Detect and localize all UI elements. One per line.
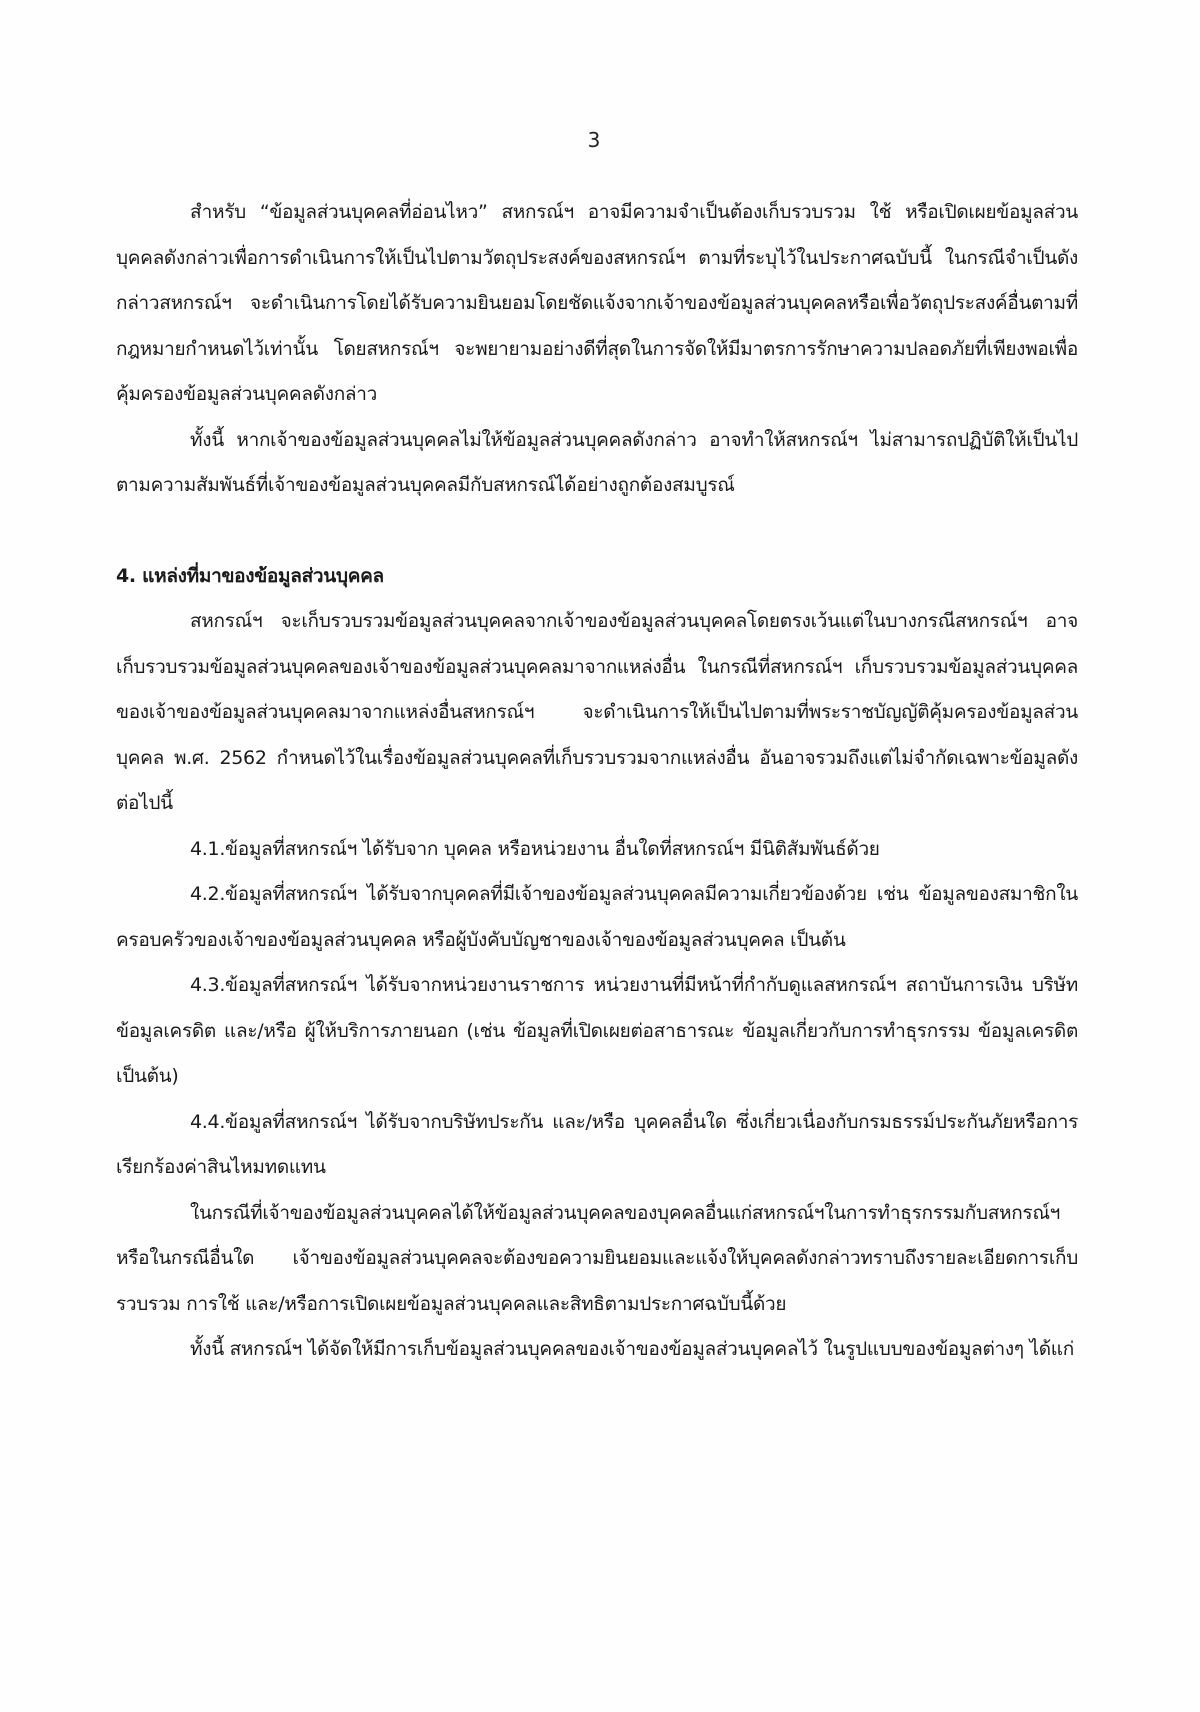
list-item-4-1: 4.1.ข้อมูลที่สหกรณ์ฯ ได้รับจาก บุคคล หรือหน่วยงาน อื่นใดที่สหกรณ์ฯ มีนิติสัมพันธ์ด้วย: [190, 837, 880, 860]
section-heading-data-sources: 4. แหล่งที่มาของข้อมูลส่วนบุคคล: [116, 564, 384, 587]
paragraph-third-party-data: ในกรณีที่เจ้าของข้อมูลส่วนบุคคลได้ให้ข้อมูลส่วนบุคคลของบุคคลอื่นแก่สหกรณ์ฯในการทำธุรกรรมกับสหกรณ์ฯ หรือในกรณีอื่นใด เจ้าของข้อมูลส่วนบุคคลจะต้องขอความยินยอมและแจ้งให้บุคคลดังกล่าวทราบถึงรายละเอียดการเก็บรวบรวม การใช้ และ/หรือการเปิดเผยข้อมูลส่วนบุคคลและสิทธิตามประกาศฉบับนี้ด้วย: [116, 1201, 1078, 1315]
list-item-4-3: 4.3.ข้อมูลที่สหกรณ์ฯ ได้รับจากหน่วยงานราชการ หน่วยงานที่มีหน้าที่กำกับดูแลสหกรณ์ฯ สถาบันการเงิน บริษัทข้อมูลเครดิต และ/หรือ ผู้ให้บริการภายนอก (เช่น ข้อมูลที่เปิดเผยต่อสาธารณะ ข้อมูลเกี่ยวกับการทำธุรกรรม ข้อมูลเครดิต เป็นต้น): [116, 974, 1078, 1087]
list-item-4-4: 4.4.ข้อมูลที่สหกรณ์ฯ ได้รับจากบริษัทประกัน และ/หรือ บุคคลอื่นใด ซึ่งเกี่ยวเนื่องกับกรมธรรม์ประกันภัยหรือการเรียกร้องค่าสินไหมทดแทน: [116, 1110, 1078, 1178]
paragraph-data-sources-intro: สหกรณ์ฯ จะเก็บรวบรวมข้อมูลส่วนบุคคลจากเจ้าของข้อมูลส่วนบุคคลโดยตรงเว้นแต่ในบางกรณีสหกรณ์ฯ อาจเก็บรวบรวมข้อมูลส่วนบุคคลของเจ้าของข้อมูลส่วนบุคคลมาจากแหล่งอื่น ในกรณีที่สหกรณ์ฯ เก็บรวบรวมข้อมูลส่วนบุคคลของเจ้าของข้อมูลส่วนบุคคลมาจากแหล่งอื่นสหกรณ์ฯ จะดำเนินการให้เป็นไปตามที่พระราชบัญญัติคุ้มครองข้อมูลส่วนบุคคล พ.ศ. 2562 กำหนดไว้ในเรื่องข้อมูลส่วนบุคคลที่เก็บรวบรวมจากแหล่งอื่น อันอาจรวมถึงแต่ไม่จำกัดเฉพาะข้อมูลดังต่อไปนี้: [116, 610, 1078, 814]
list-item-4-2: 4.2.ข้อมูลที่สหกรณ์ฯ ได้รับจากบุคคลที่มีเจ้าของข้อมูลส่วนบุคคลมีความเกี่ยวข้องด้วย เช่น ข้อมูลของสมาชิกในครอบครัวของเจ้าของข้อมูลส่วนบุคคล หรือผู้บังคับบัญชาของเจ้าของข้อมูลส่วนบุคคล เป็นต้น: [116, 883, 1078, 951]
page-number: 3: [587, 128, 601, 152]
paragraph-consequence: ทั้งนี้ หากเจ้าของข้อมูลส่วนบุคคลไม่ให้ข้อมูลส่วนบุคคลดังกล่าว อาจทำให้สหกรณ์ฯ ไม่สามารถปฏิบัติให้เป็นไปตามความสัมพันธ์ที่เจ้าของข้อมูลส่วนบุคคลมีกับสหกรณ์ได้อย่างถูกต้องสมบูรณ์: [116, 428, 1078, 496]
paragraph-sensitive-data: สำหรับ “ข้อมูลส่วนบุคคลที่อ่อนไหว” สหกรณ์ฯ อาจมีความจำเป็นต้องเก็บรวบรวม ใช้ หรือเปิดเผยข้อมูลส่วนบุคคลดังกล่าวเพื่อการดำเนินการให้เป็นไปตามวัตถุประสงค์ของสหกรณ์ฯ ตามที่ระบุไว้ในประกาศฉบับนี้ ในกรณีจำเป็นดังกล่าวสหกรณ์ฯ จะดำเนินการโดยได้รับความยินยอมโดยชัดแจ้งจากเจ้าของข้อมูลส่วนบุคคลหรือเพื่อวัตถุประสงค์อื่นตามที่กฎหมายกำหนดไว้เท่านั้น โดยสหกรณ์ฯ จะพยายามอย่างดีที่สุดในการจัดให้มีมาตรการรักษาความปลอดภัยที่เพียงพอเพื่อคุ้มครองข้อมูลส่วนบุคคลดังกล่าว: [116, 201, 1078, 405]
paragraph-data-storage-forms: ทั้งนี้ สหกรณ์ฯ ได้จัดให้มีการเก็บข้อมูลส่วนบุคคลของเจ้าของข้อมูลส่วนบุคคลไว้ ในรูปแบบของข้อมูลต่างๆ ได้แก่: [190, 1338, 1074, 1360]
document-body: [116, 190, 1078, 1373]
